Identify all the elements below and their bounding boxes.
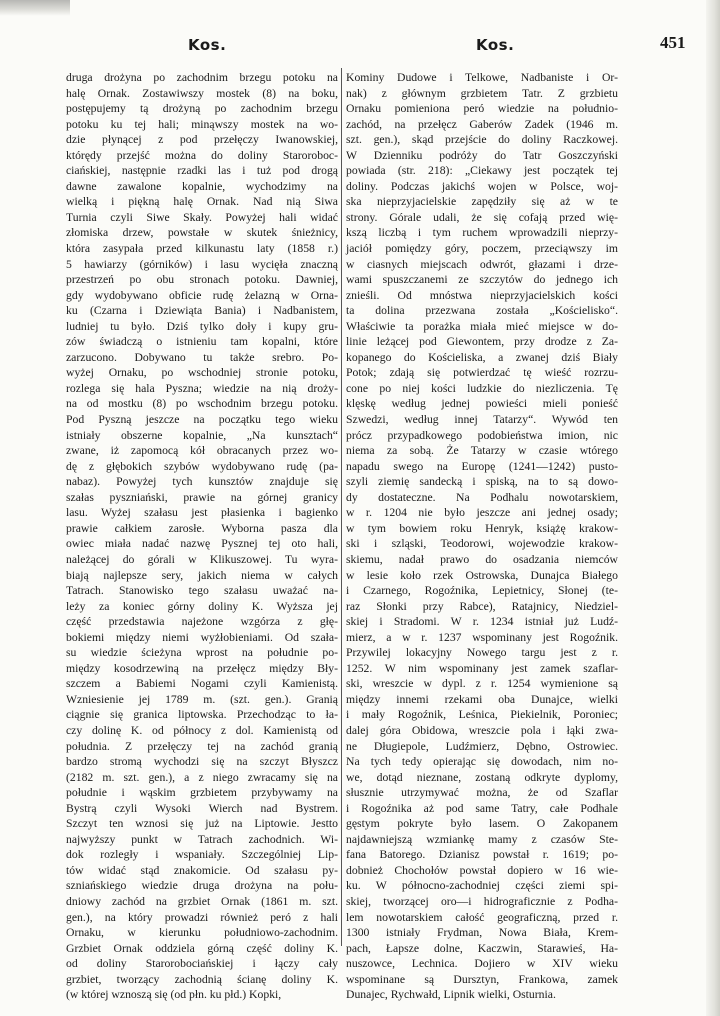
text-line: druga drożyna po zachodnim brzegu potoku na [66, 71, 338, 84]
text-line: czy dolinę K. od północy z dol. Kamienistą od [66, 723, 338, 737]
text-line: bokiemi między niemi wyżłobieniami. Od szała- [66, 630, 338, 644]
text-line: Szczyt ten wznosi się już na Liptowie. Jestto [66, 817, 338, 831]
text-line: ludniej tu było. Dziś tylko doły i kupy gru- [66, 319, 338, 333]
text-line: Szwedzi, według innej Tatarzy“. Wywód ten [346, 413, 618, 427]
running-head-right: Kos. [476, 36, 515, 54]
text-line: Właściwie ta porażka miała mieć miejsce w do- [346, 319, 618, 333]
text-line: Kominy Dudowe i Telkowe, Nadbaniste i Or- [346, 71, 618, 84]
text-line: prócz przypadkowego podobieństwa imion, nic [346, 428, 618, 442]
text-line: dobnież Chochołów powstał dopiero w 16 wie- [346, 863, 618, 877]
text-line: ta dolina przezwana została „Kościelisko“. [346, 304, 618, 318]
text-line: zów świadczą o istnieniu tam kopalni, które [66, 335, 338, 349]
text-line: Grzbiet Ornak oddziela górną część doliny K. [66, 941, 338, 955]
text-line: pach, Łapsze dolne, Kaczwin, Starawieś, Ha- [346, 941, 618, 955]
text-line: Wzniesienie jej 1789 m. (szt. gen.). Granią [66, 692, 338, 706]
text-line: su wiedzie ścieżyna wprost na południe po- [66, 646, 338, 660]
text-line: ku (Czarna i Dziewiąta Bania) i Nadbanistem, [66, 304, 338, 318]
text-line: szałas pysznіański, prawie na górnej granicy [66, 490, 338, 504]
text-line: na od mostku (8) po wschodnim brzegu potoku. [66, 397, 338, 411]
text-line: zachód, na przełęcz Gaberów Zadek (1946 m. [346, 117, 618, 131]
left-text-column [66, 70, 338, 1003]
text-line: należącej do górali w Klikuszowej. Tu wyra- [66, 552, 338, 566]
text-line: skiemu, nadał prawo do osadzania niemców [346, 552, 618, 566]
text-line: Bystrą czyli Wysoki Wierch nad Bystrem. [66, 801, 338, 815]
text-line: niema za sobą. Że Tatarzy w czasie wtórego [346, 444, 618, 458]
text-line: owiec miała nadać nazwę Pysznej tej oto hali, [66, 537, 338, 551]
text-line: nuszowce, Lechnica. Dojiero w XIV wieku [346, 957, 618, 971]
text-line: linie leżącej pod Giewontem, przy drodze z Za- [346, 335, 618, 349]
text-line: którędy przejść można do doliny Staroroboc- [66, 148, 338, 162]
text-line: grzbiet, tworzący zachodnią ścianę doliny K. [66, 972, 338, 986]
text-line: postępujemy tą drożyną po zachodnim brzegu [66, 102, 338, 116]
text-line: we, dotąd nieznane, zostaną odkryte dyplomy, [346, 770, 618, 784]
text-line: w r. 1204 nie było jeszcze ani jednej osady; [346, 506, 618, 520]
text-line: szyli ziemię sandecką i spiską, na to są dowo- [346, 475, 618, 489]
text-line: nabaz). Powyżej tych kunsztów znajduje się [66, 475, 338, 489]
text-line: ku. W północno-zachodniej części ziemi spi- [346, 879, 618, 893]
text-line: i mały Rogoźnik, Leśnica, Piekielnik, Poroniec; [346, 708, 618, 722]
text-line: dawne zawalone kopalnie, wychodzimy na [66, 179, 338, 193]
text-line: cone po niej kości ludzkie do niezliczenia. Tę [346, 381, 618, 395]
text-line: W Dzienniku podróży do Tatr Goszczyński [346, 148, 618, 162]
text-line: 1252. W nim wspominany jest zamek szaflar- [346, 661, 618, 675]
text-line: (2182 m. szt. gen.), a z niego zwracamy się na [66, 770, 338, 784]
text-line: lem nowotarskiem całość geograficzną, przed r. [346, 910, 618, 924]
text-line: nak) z głównym grzbietem Tatr. Z grzbietu [346, 86, 618, 100]
text-line: powiada (str. 218): „Ciekawy jest początek tej [346, 164, 618, 178]
text-line: przestrzeń po obu stronach potoku. Dawniej, [66, 273, 338, 287]
text-line: Ornaku, w kierunku południowo-zachodnim. [66, 926, 338, 940]
text-line: która zasypała przed kilkunastu laty (1858 r.) [66, 242, 338, 256]
text-line: ska nieprzyjacielskie zapędziły się aż w te [346, 195, 618, 209]
text-line: mierz, a w r. 1237 wspominany jest Rogoźnik. [346, 630, 618, 644]
text-line: ne Długiepole, Ludźmierz, Dębno, Ostrowiec. [346, 739, 618, 753]
text-line: 1300 istniały Frydman, Nowa Biała, Krem- [346, 926, 618, 940]
text-line: prawie całkiem zarosłe. Wyborna pasza dla [66, 521, 338, 535]
text-line: między innemi rzekami oba Dunajce, wielki [346, 692, 618, 706]
text-line: południe i wąskim grzbietem przybywamy na [66, 786, 338, 800]
text-line: jaciół pomiędzy góry, poczem, przeciąwszy im [346, 242, 618, 256]
text-line: klęskę według jednej powieści mieli ponieść [346, 397, 618, 411]
text-line: dzie płynącej z pod przełęczy Iwanowskiej, [66, 133, 338, 147]
text-line: Potok; zdają się potwierdzać tę wieść rozrzu- [346, 366, 618, 380]
text-line: napadu swego na Europę (1241—1242) pusto- [346, 459, 618, 473]
text-line: strony. Górale udali, że się cofają przed wię- [346, 210, 618, 224]
text-line: wami spuszczanemi ze szczytów do jednego ich [346, 273, 618, 287]
text-line: dok rozległy i wspaniały. Szczególniej Lip- [66, 848, 338, 862]
text-line: Ornaku pomieniona peró wiedzie na południo- [346, 102, 618, 116]
text-line: Dunajec, Rychwałd, Lipnik wielki, Osturnia. [346, 988, 556, 1002]
text-line: słusznie utrzymywać można, że od Szaflar [346, 786, 618, 800]
text-line: od doliny Staroroboсіańskiej i łączy cały [66, 957, 338, 971]
text-line: Tatrach. Stanowisko tego szałasu uważać na- [66, 584, 338, 598]
scan-corner-shadow [0, 0, 70, 16]
text-line: najwyższy punkt w Tatrach zachodnich. Wi- [66, 832, 338, 846]
text-line: dniowy zachód na grzbiet Ornak (1861 m. szt. [66, 894, 338, 908]
text-line: Przywilej lokacyjny Nowego targu jest z r. [346, 646, 618, 660]
page-edge-shadow [706, 0, 720, 1016]
text-line: szt. gen.), skąd przejście do doliny Raczkowej. [346, 133, 618, 147]
text-line: (w której wznoszą się (od płn. ku płd.) Kopki, [66, 988, 282, 1002]
text-line: szczem a Babiemi Nogami czyli Kamienistą. [66, 677, 338, 691]
text-line: gen.), na który prowadzi również peró z hali [66, 910, 338, 924]
text-line: ski, wreszcie w dypl. z r. 1254 wymienione są [346, 677, 618, 691]
text-line: raz Słonki przy Rabce), Ratajnicy, Niedziel- [346, 599, 618, 613]
text-line: południa. Z przełęczy tej na zachód granią [66, 739, 338, 753]
text-line: wyżej Ornaku, po wschodniej stronie potoku, [66, 366, 338, 380]
text-line: Turnia czyli Siwe Skały. Powyżej hali widać [66, 210, 338, 224]
right-text-column [346, 70, 618, 1003]
text-line: dę z głębokich szybów wydobywano rudę (pa- [66, 459, 338, 473]
text-line: leży za koniec górny doliny K. Wyższa jej [66, 599, 338, 613]
text-line: fana Batorego. Dzianisz powstał r. 1619; po- [346, 848, 618, 862]
running-head-left: Kos. [188, 36, 227, 54]
text-line: skiej i Stradomi. W r. 1234 istniał już Ludź- [346, 615, 618, 629]
text-line: i Rogoźnika aż pod same Tatry, całe Podhale [346, 801, 618, 815]
text-line: skiej, tworzącej oro—i hidrograficznie z Podha- [346, 894, 618, 908]
page-number: 451 [660, 33, 686, 52]
text-line: złomiska drzew, powstałe w skutek śnieżnicy, [66, 226, 338, 240]
text-line: 5 hawiarzy (górników) i lasu wycięła znaczną [66, 257, 338, 271]
text-line: wielką i piękną halę Ornak. Nad nią Siwa [66, 195, 338, 209]
text-line: gdy wydobywano obficie rudę żelazną w Ornа- [66, 288, 338, 302]
text-line: część przedstawia najeżone wzgórza z głę- [66, 615, 338, 629]
text-line: wspominane są Dursztyn, Frankowa, zamek [346, 972, 618, 986]
text-line: najdawniejszą wzmiankę mamy z czasów Ste- [346, 832, 618, 846]
text-line: znieśli. Od mnóstwa nieprzyjacielskich kości [346, 288, 618, 302]
text-line: gęstym pokryte było lasem. O Zakopanem [346, 817, 618, 831]
text-line: ciągnie się granica liptowska. Przechodząc to ła- [66, 708, 338, 722]
column-divider [341, 68, 342, 946]
text-line: kszą liczbą i tym ruchem wprowadzili nieprzy- [346, 226, 618, 240]
text-line: lasu. Wyżej szałasu jest płasienka i bagienko [66, 506, 338, 520]
text-line: tów widać stąd znakomicie. Od szałasu py- [66, 863, 338, 877]
text-line: biają najlepsze sery, jakich niema w całych [66, 568, 338, 582]
text-line: dalej góra Obidowa, wreszcie pola i łąki zwa- [346, 723, 618, 737]
text-line: bardzo stromą wychodzi się na szczyt Błyszcz [66, 755, 338, 769]
text-line: między kosodrzewiną na przełęcz między Bły- [66, 661, 338, 675]
text-line: Na tych tedy opierając się dowodach, nim no- [346, 755, 618, 769]
text-line: dy dostateczne. Na Podhalu nowotarskiem, [346, 490, 618, 504]
text-line: w tym bowiem roku Henryk, książę krakow- [346, 521, 618, 535]
text-line: w lesie koło rzek Ostrowska, Dunajca Białego [346, 568, 618, 582]
text-line: zwane, iż zapomocą kół obracanych przez wo- [66, 444, 338, 458]
text-line: i Czarnego, Rogoźnika, Lepietnicy, Słonej (te- [346, 584, 618, 598]
text-line: halę Ornak. Zostawiwszy mostek (8) na boku, [66, 86, 338, 100]
text-line: potoku ku tej hali; minąwszy mostek na wo- [66, 117, 338, 131]
text-line: w ciasnych miejscach odwrót, głazami i drze- [346, 257, 618, 271]
text-line: szniańskiego wiedzie druga drożyna na połu- [66, 879, 338, 893]
text-line: kopanego do Kościeliska, a zwanej dziś Biały [346, 350, 618, 364]
text-line: Pod Pyszną jeszcze na początku tego wieku [66, 413, 338, 427]
text-line: rozlega się hala Pyszna; wiedzie na nią drożу- [66, 381, 338, 395]
text-line: zarzucono. Dobywano tu także srebro. Po- [66, 350, 338, 364]
text-line: istniały obszerne kopalnie, „Na kunsztach“ [66, 428, 338, 442]
text-line: ski i szląski, Teodorowi, wojewodzie krakow- [346, 537, 618, 551]
text-line: doliny. Podczas jakichś wojen w Polsce, woj- [346, 179, 618, 193]
text-line: ciańskiej, następnie rzadki las i tuż pod drogą [66, 164, 338, 178]
